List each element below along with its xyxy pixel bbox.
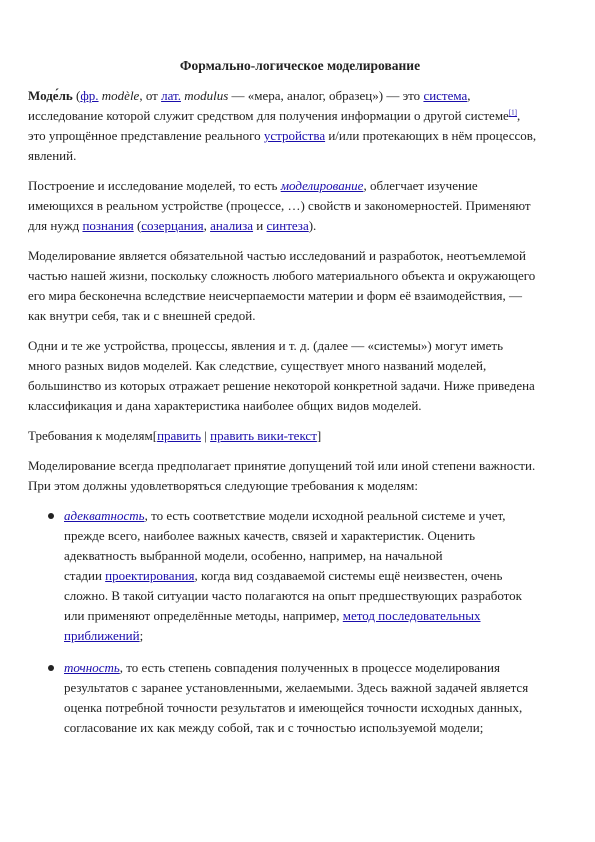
link-analiza[interactable]: анализа: [210, 218, 254, 233]
edit-link[interactable]: править: [157, 428, 201, 443]
intro-line-2: исследование которой служит средством для получения информации о другой системе[1],: [28, 108, 521, 123]
link-priblizheniy[interactable]: приближений: [64, 628, 140, 643]
link-lat[interactable]: лат.: [161, 88, 181, 103]
link-ustroystva[interactable]: устройства: [263, 128, 326, 143]
section-title: Требования к моделям: [28, 428, 153, 443]
link-poznaniya[interactable]: познания: [82, 218, 134, 233]
article: [28, 56, 572, 750]
footnote-ref-1[interactable]: [1]: [508, 108, 517, 117]
link-fr[interactable]: фр.: [80, 88, 99, 103]
intro-line-4: явлений.: [28, 148, 77, 163]
importance-paragraph: Моделирование является обязательной частью исследований и разработок, неотъемлемой частью нашей жизни, поскольку сложность любого материального объекта и окружающего его мира бесконечна вследствие неисчерпаемости материи и форм её взаимодействия, — как внутри себя, так и с внешней средой.: [28, 248, 536, 323]
link-sistema[interactable]: система: [423, 88, 468, 103]
classification-paragraph: Одни и те же устройства, процессы, явления и т. д. (далее — «системы») могут иметь много разных видов моделей. Как следствие, существует много названий моделей, большинство из которых отражает решение некоторой конкретной задачи. Ниже приведена классификация и дана характеристика наиболее общих видов моделей.: [28, 338, 535, 413]
assumptions-paragraph: Моделирование всегда предполагает принятие допущений той или иной степени важности. При этом должны удовлетворяться следующие требования к моделям:: [28, 458, 536, 493]
intro-line-1: Моде́ль (фр. modèle, от лат. modulus — «мера, аналог, образец») — это система,: [28, 88, 471, 103]
bullet-icon: [48, 513, 54, 519]
edit-source-link[interactable]: править вики-текст: [210, 428, 317, 443]
link-sinteza[interactable]: синтеза: [266, 218, 309, 233]
link-proektirovaniya[interactable]: проектирования: [105, 568, 195, 583]
link-metod-posledovatelnyh[interactable]: метод последовательных: [342, 608, 481, 623]
term-model: Моде́ль: [28, 88, 73, 103]
word-modele: modèle: [98, 88, 140, 103]
intro-line-3: это упрощённое представление реального устройства и/или протекающих в нём процессов,: [28, 128, 537, 143]
intro-paragraph: [28, 86, 572, 166]
page-title: Формально-логическое моделирование: [179, 58, 421, 73]
word-modulus: modulus: [180, 88, 229, 103]
list-item-accuracy: точность, то есть степень совпадения полученных в процессе моделирования результатов с заранее установленными, желаемыми. Здесь важной задачей является оценка потребной точности результатов и имеющейся точности исходных данных, согласование их как между собой, так и с точностью используемой модели;: [28, 658, 572, 738]
link-sozertsaniya[interactable]: созерцания: [141, 218, 204, 233]
section-heading: Требования к моделям[править | править вики-текст]: [28, 428, 322, 443]
requirements-list: [28, 506, 572, 738]
link-modelirovanie[interactable]: моделирование: [280, 178, 364, 193]
link-tochnost[interactable]: точность: [64, 660, 120, 675]
link-adekvatnost[interactable]: адекватность: [64, 508, 145, 523]
list-item-adequacy: адекватность, то есть соответствие модели исходной реальной системе и учет, прежде всего, наиболее важных качеств, связей и характеристик. Оценить адекватность выбранной модели, особенно, например, на начальной стадии проектирования, когда вид создаваемой системы ещё неизвестен, очень сложно. В такой ситуации часто полагаются на опыт предшествующих разработок или применяют определённые методы, например, метод последовательных приближений;: [28, 506, 572, 646]
modeling-paragraph: Построение и исследование моделей, то есть моделирование, облегчает изучение имеющихся в реальном устройстве (процессе, …) свойств и закономерностей. Применяют для нужд познания (созерцания, анализа и синтеза).: [28, 178, 531, 233]
bullet-icon: [48, 665, 54, 671]
